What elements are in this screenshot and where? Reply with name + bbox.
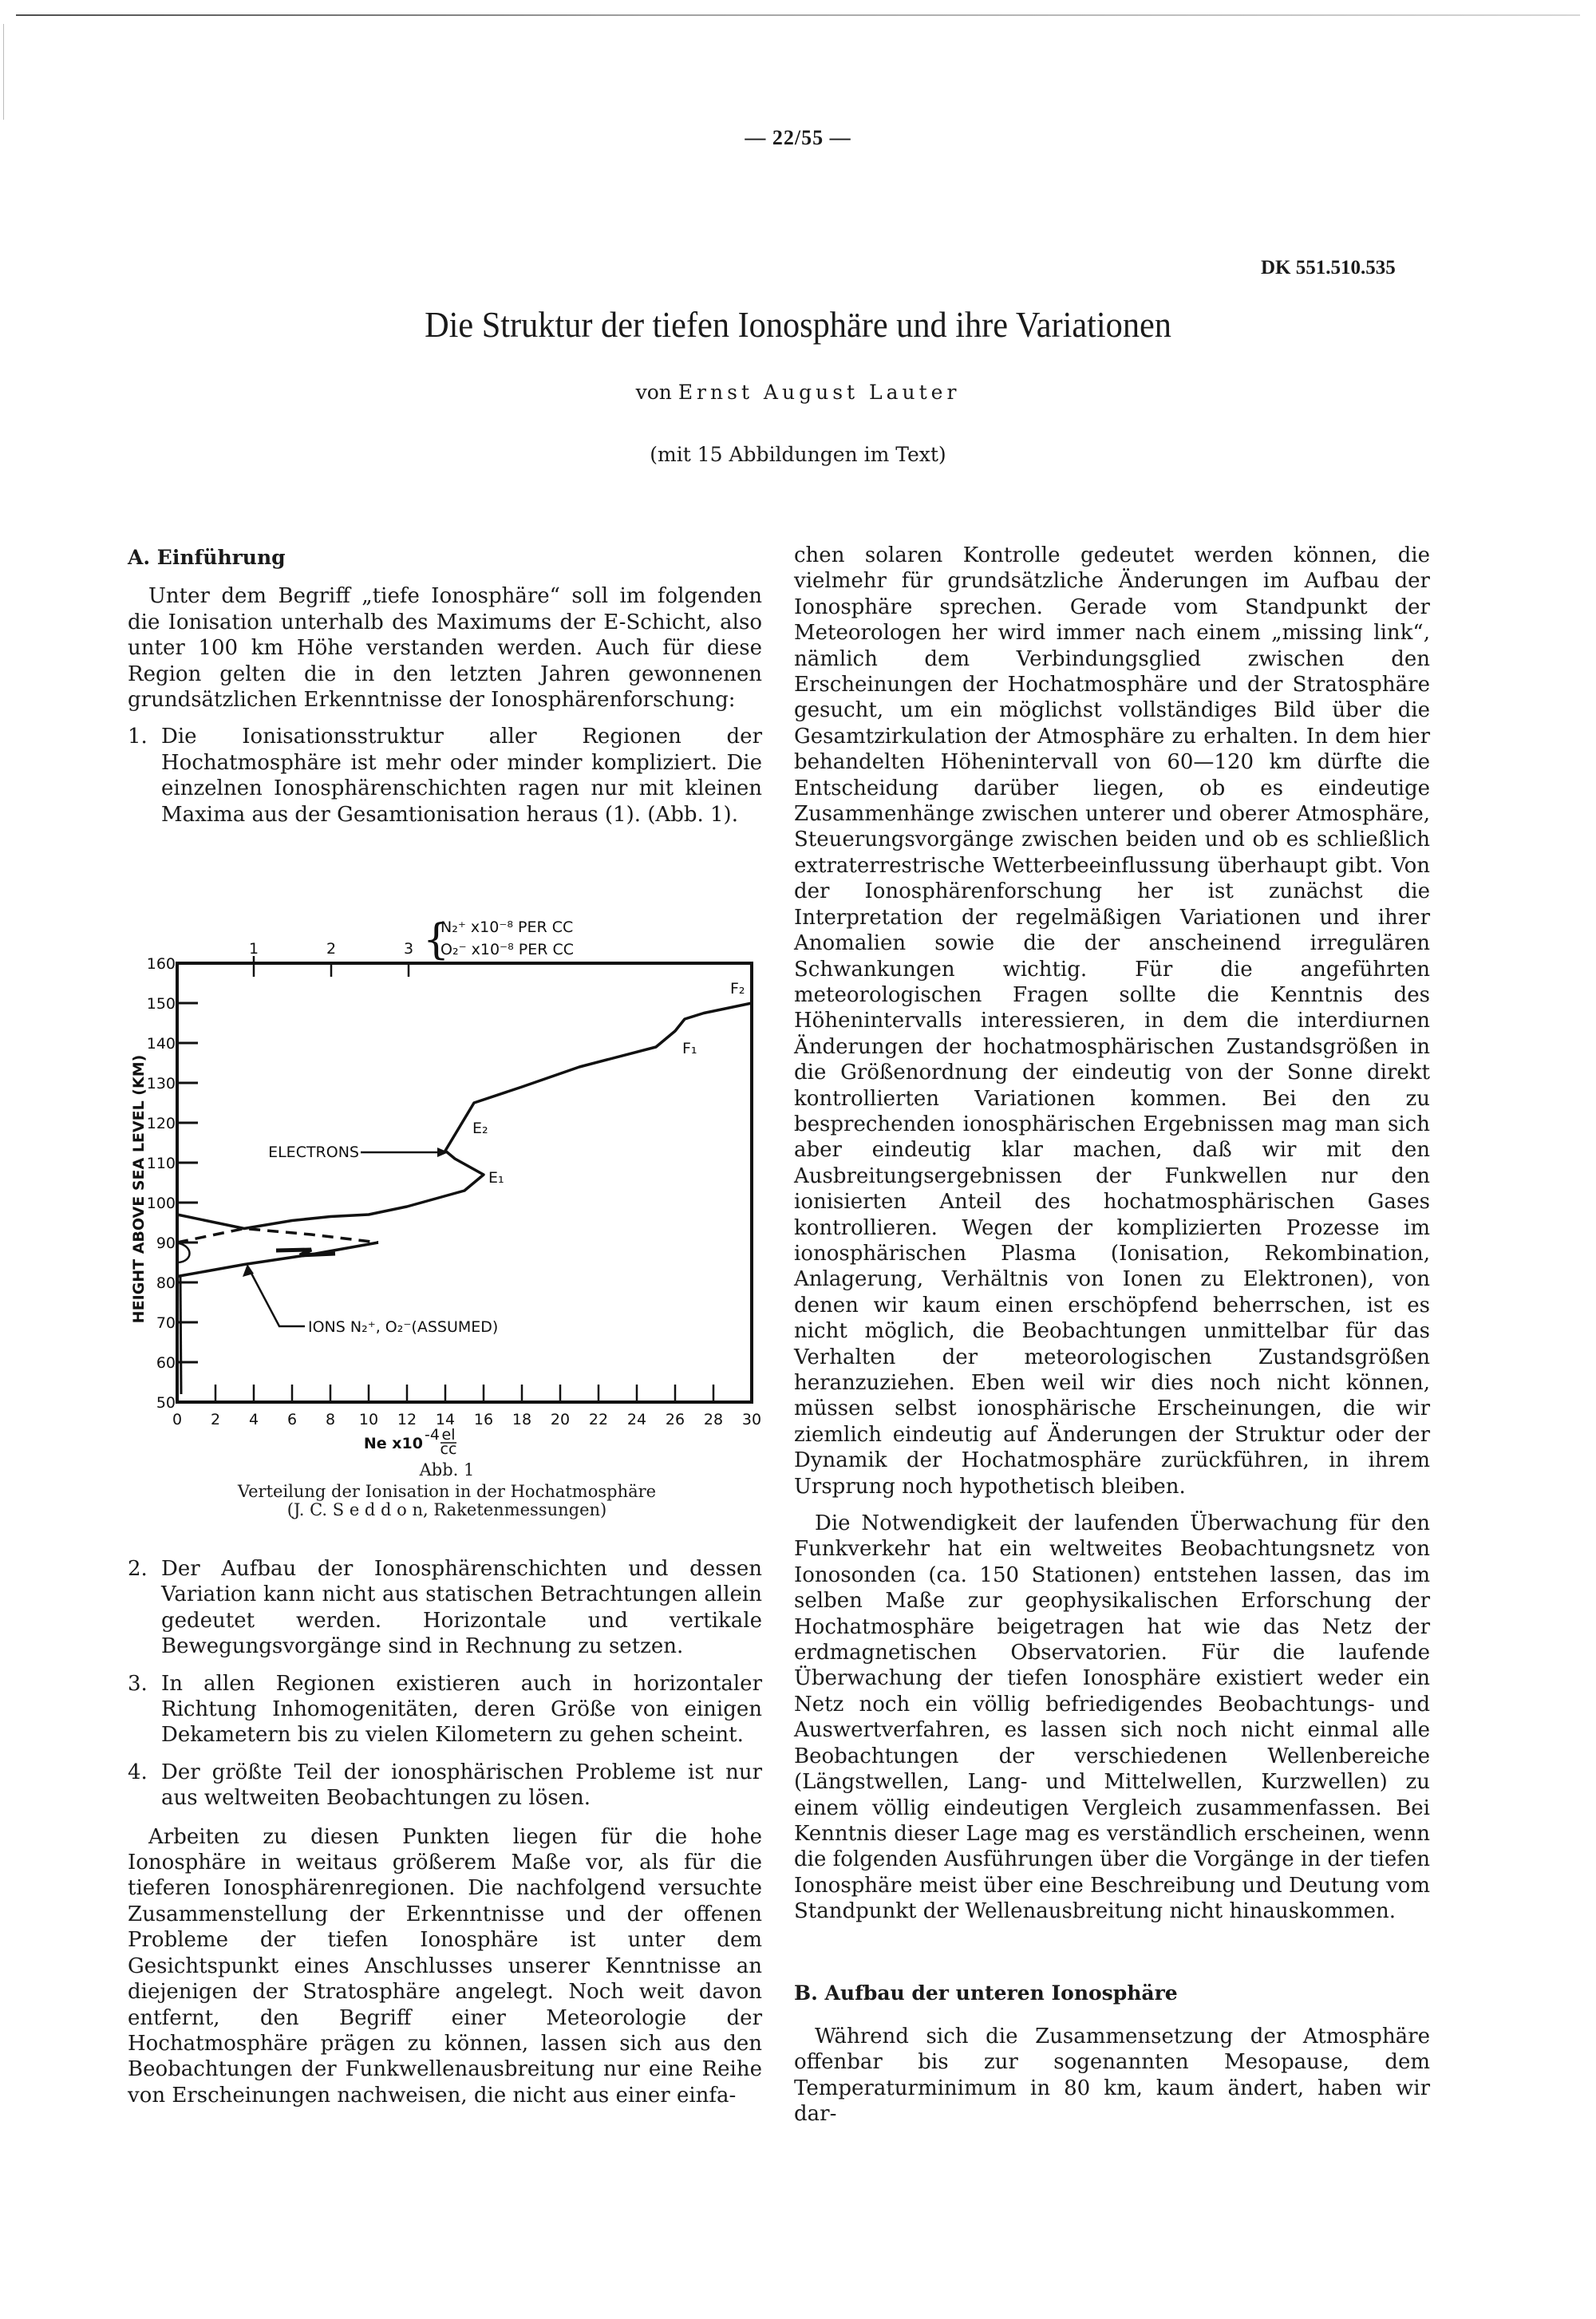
author-prefix: von bbox=[635, 381, 672, 404]
x-axis-ticks bbox=[215, 1385, 713, 1402]
legend-o2: O₂⁻ x10⁻⁸ PER CC bbox=[440, 941, 574, 958]
list-item bbox=[128, 1671, 762, 1748]
svg-text:70: 70 bbox=[156, 1314, 176, 1332]
scan-artifact-edge bbox=[3, 24, 4, 120]
svg-text:el: el bbox=[441, 1426, 456, 1444]
list-item-number: 4. bbox=[128, 1760, 148, 1784]
svg-text:2: 2 bbox=[326, 940, 337, 958]
svg-text:22: 22 bbox=[588, 1411, 609, 1428]
author-name: Ernst August Lauter bbox=[678, 381, 961, 404]
svg-text:6: 6 bbox=[286, 1411, 298, 1428]
svg-text:cc: cc bbox=[440, 1440, 457, 1458]
intro-paragraph: Unter dem Begriff „tiefe Ionosphäre“ soll im folgenden die Ionisation unterhalb des Maximums der E-Schicht, also unter 100 km Höhe verstanden werden. Auch für diese Region gelten die in den letzten Jahren gewonnenen grundsätzlichen Erkenntnisse der Ionosphärenforschung: bbox=[128, 584, 762, 713]
svg-text:160: 160 bbox=[146, 955, 176, 973]
secondary-tick-labels bbox=[249, 940, 413, 958]
figure-abb-1 bbox=[120, 902, 774, 1508]
secondary-axis-ticks bbox=[254, 956, 409, 977]
dk-classification: DK 551.510.535 bbox=[1261, 257, 1396, 279]
figure-caption-line1: Verteilung der Ionisation in der Hochatmosphäre bbox=[237, 1482, 657, 1501]
svg-text:16: 16 bbox=[473, 1411, 494, 1428]
svg-text:1: 1 bbox=[248, 940, 259, 958]
list-item-text: Der Aufbau der Ionosphärenschichten und dessen Variation kann nicht aus statischen Betrachtungen allein gedeutet werden. Horizontale und vertikale Bewegungsvorgänge sind in Rechnung zu setzen. bbox=[161, 1557, 762, 1659]
svg-text:80: 80 bbox=[156, 1274, 176, 1292]
section-b-heading: B. Aufbau der unteren Ionosphäre bbox=[794, 1981, 1178, 2005]
svg-text:8: 8 bbox=[325, 1411, 336, 1428]
ions-leader-line bbox=[249, 1269, 305, 1326]
chart-frame bbox=[177, 963, 752, 1402]
list-item bbox=[128, 724, 762, 828]
svg-text:60: 60 bbox=[156, 1354, 176, 1372]
closing-paragraph: Arbeiten zu diesen Punkten liegen für die hohe Ionosphäre in weitaus größerem Maße vor, als für die tieferen Ionosphärenregionen. Die nachfolgend versuchte Zusammenstellung der Erkenntnisse und der offenen Probleme der tiefen Ionosphäre ist unter dem Gesichtspunkt eines Anschlusses unserer Kenntnisse an diejenigen der Stratosphäre angelegt. Noch weit davon entfernt, den Begriff einer Meteorologie der Hochatmosphäre prägen zu können, lassen sich aus den Beobachtungen der Funkwellenausbreitung nur eine Reihe von Erscheinungen nachweisen, die nicht aus einer einfa- bbox=[128, 1824, 762, 2108]
findings-list-part2 bbox=[128, 1556, 762, 1811]
svg-text:28: 28 bbox=[703, 1411, 724, 1428]
svg-text:14: 14 bbox=[435, 1411, 456, 1428]
article-title: Die Struktur der tiefen Ionosphäre und ihre Variationen bbox=[425, 304, 1171, 345]
x-tick-labels bbox=[172, 1411, 761, 1428]
y-axis-label: HEIGHT ABOVE SEA LEVEL (KM) bbox=[130, 1054, 148, 1324]
svg-text:130: 130 bbox=[146, 1075, 176, 1092]
right-paragraph-1: chen solaren Kontrolle gedeutet werden können, die vielmehr für grundsätzliche Änderungen im Aufbau der Ionosphäre sprechen. Gerade vom Standpunkt der Meteorologen her wird immer nach einem „missing link“, nämlich dem Verbindungsglied zwischen den Erscheinungen der Hochatmosphäre und der Stratosphäre gesucht, um ein möglichst vollständiges Bild über die Gesamtzirkulation der Atmosphäre zu erhalten. In dem hier behandelten Höhenintervall von 60—120 km dürfte die Entscheidung darüber liegen, ob es eindeutige Zusammenhänge zwischen unterer und oberer Atmosphäre, Steuerungsvorgänge zwischen beiden und ob es schließlich extraterrestrische Wetterbeeinflussung überhaupt gibt. Von der Ionosphärenforschung her ist zunächst die Interpretation der regelmäßigen Variationen und ihrer Anomalien sowie die der anscheinend irregulären Schwankungen wichtig. Für die angeführten meteorologischen Fragen sollte die Kenntnis des Höhenintervalls interessieren, in dem die interdiurnen Änderungen der hochatmosphärischen Zustandsgrößen in die Größenordnung der eindeutig von der Sonne direkt kontrollierten Variationen kommen. Bei den zu besprechenden ionosphärischen Ergebnissen mag man sich aber eindeutig klar machen, daß wir mit den Ausbreitungsergebnissen der Funkwellen nur den ionisierten Anteil des hochatmosphärischen Gases kontrollieren. Wegen der komplizierten Prozesse im ionosphärischen Plasma (Ionisation, Rekombination, Anlagerung, Verhältnis von Ionen zu Elektronen), von denen wir kaum einen erschöpfend beherrschen, ist es nicht möglich, die Beobachtungen unmittelbar für das Verhalten der meteorologischen Zustandsgrößen heranzuziehen. Eben weil wir dies noch nicht können, müssen selbst ionosphärische Erscheinungen, die wir ziemlich eindeutig auf Änderungen der Struktur oder der Dynamik der Hochatmosphäre zurückführen, in ihrem Ursprung noch hypothetisch bleiben. bbox=[794, 543, 1430, 1499]
right-paragraph-3: Während sich die Zusammensetzung der Atmosphäre offenbar bis zur sogenannten Mesopause, dem Temperaturminimum in 80 km, kaum ändert, haben wir dar- bbox=[794, 2024, 1430, 2127]
label-f1: F₁ bbox=[682, 1040, 697, 1057]
electrons-curve bbox=[177, 1003, 752, 1229]
svg-text:140: 140 bbox=[146, 1035, 176, 1053]
author-line bbox=[0, 381, 1596, 404]
svg-text:24: 24 bbox=[626, 1411, 647, 1428]
electrons-label: ELECTRONS bbox=[268, 1144, 359, 1161]
svg-text:2: 2 bbox=[210, 1411, 221, 1428]
right-column bbox=[794, 543, 1430, 2127]
list-item-number: 3. bbox=[128, 1671, 148, 1696]
legend-n2: N₂⁺ x10⁻⁸ PER CC bbox=[440, 919, 574, 936]
svg-text:20: 20 bbox=[550, 1411, 571, 1428]
svg-text:Ne x10: Ne x10 bbox=[363, 1435, 423, 1452]
x-axis-label bbox=[364, 1426, 457, 1458]
list-item-text: In allen Regionen existieren auch in horizontaler Richtung Inhomogenitäten, deren Größe von einigen Dekametern bis zu vielen Kilometern zu gehen scheint. bbox=[161, 1671, 762, 1748]
left-column-top bbox=[128, 545, 762, 828]
svg-text:30: 30 bbox=[741, 1411, 762, 1428]
findings-list-part1 bbox=[128, 724, 762, 828]
svg-text:100: 100 bbox=[146, 1195, 176, 1212]
list-item bbox=[128, 1760, 762, 1811]
label-e1: E₁ bbox=[488, 1169, 504, 1187]
svg-text:-4: -4 bbox=[425, 1426, 440, 1444]
svg-text:0: 0 bbox=[172, 1411, 183, 1428]
ions-low-trace bbox=[180, 1277, 181, 1394]
list-item-text: Der größte Teil der ionosphärischen Probleme ist nur aus weltweiten Beobachtungen zu lösen. bbox=[161, 1760, 762, 1811]
right-paragraph-2: Die Notwendigkeit der laufenden Überwachung für den Funkverkehr hat ein weltweites Beobachtungsnetz von Ionosonden (ca. 150 Stationen) entstehen lassen, das im selben Maße zur geophysikalischen Erforschung der Hochatmosphäre beigetragen hat wie das Netz der erdmagnetischen Observatorien. Für die laufende Überwachung der tiefen Ionosphäre existiert weder ein Netz noch ein völlig befriedigendes Beobachtungs- und Auswertverfahren, es lassen sich noch nicht einmal alle Beobachtungen der verschiedenen Wellenbereiche (Längstwellen, Lang- und Mittelwellen, Kurzwellen) zu einem völlig eindeutigen Vergleich zusammenfassen. Bei Kenntnis dieser Lage mag es verständlich erscheinen, wenn die folgenden Ausführungen über die Vorgänge in der tiefen Ionosphäre meist über eine Beschreibung und Deutung vom Standpunkt der Wellenausbreitung nicht hinauskommen. bbox=[794, 1511, 1430, 1924]
svg-text:50: 50 bbox=[156, 1394, 176, 1412]
figure-caption-line2: (J. C. S e d d o n, Raketenmessungen) bbox=[286, 1500, 607, 1519]
svg-text:120: 120 bbox=[146, 1115, 176, 1132]
svg-text:3: 3 bbox=[403, 940, 414, 958]
scan-artifact-line bbox=[16, 14, 1580, 16]
legend-brace-icon: { bbox=[423, 916, 450, 964]
list-item-text: Die Ionisationsstruktur aller Regionen der Hochatmosphäre ist mehr oder minder kompliziert. Die einzelnen Ionosphärenschichten ragen nur mit kleinen Maxima aus der Gesamtionisation heraus (1). (Abb. 1). bbox=[161, 725, 762, 827]
label-f2: F₂ bbox=[730, 980, 745, 998]
left-column-bottom bbox=[128, 1556, 762, 2108]
svg-text:110: 110 bbox=[146, 1155, 176, 1172]
svg-text:18: 18 bbox=[512, 1411, 532, 1428]
ionisation-chart bbox=[120, 902, 774, 1508]
list-item-number: 1. bbox=[128, 725, 148, 749]
svg-text:4: 4 bbox=[248, 1411, 259, 1428]
ions-label: IONS N₂⁺, O₂⁻(ASSUMED) bbox=[308, 1318, 499, 1336]
section-a-heading: A. Einführung bbox=[128, 546, 286, 569]
article-subtitle: (mit 15 Abbildungen im Text) bbox=[650, 443, 946, 466]
list-item bbox=[128, 1556, 762, 1660]
figure-label: Abb. 1 bbox=[419, 1460, 475, 1479]
list-item-number: 2. bbox=[128, 1557, 148, 1581]
ions-loop bbox=[179, 1243, 190, 1262]
y-tick-labels bbox=[147, 955, 176, 1412]
page-number: — 22/55 — bbox=[745, 126, 851, 149]
ions-dashed-curve bbox=[177, 1229, 378, 1243]
svg-text:12: 12 bbox=[397, 1411, 417, 1428]
svg-text:26: 26 bbox=[665, 1411, 685, 1428]
label-e2: E₂ bbox=[472, 1120, 488, 1137]
svg-text:150: 150 bbox=[146, 995, 176, 1013]
ions-solid-curve bbox=[177, 1242, 378, 1277]
svg-text:90: 90 bbox=[156, 1235, 176, 1252]
svg-text:10: 10 bbox=[358, 1411, 379, 1428]
